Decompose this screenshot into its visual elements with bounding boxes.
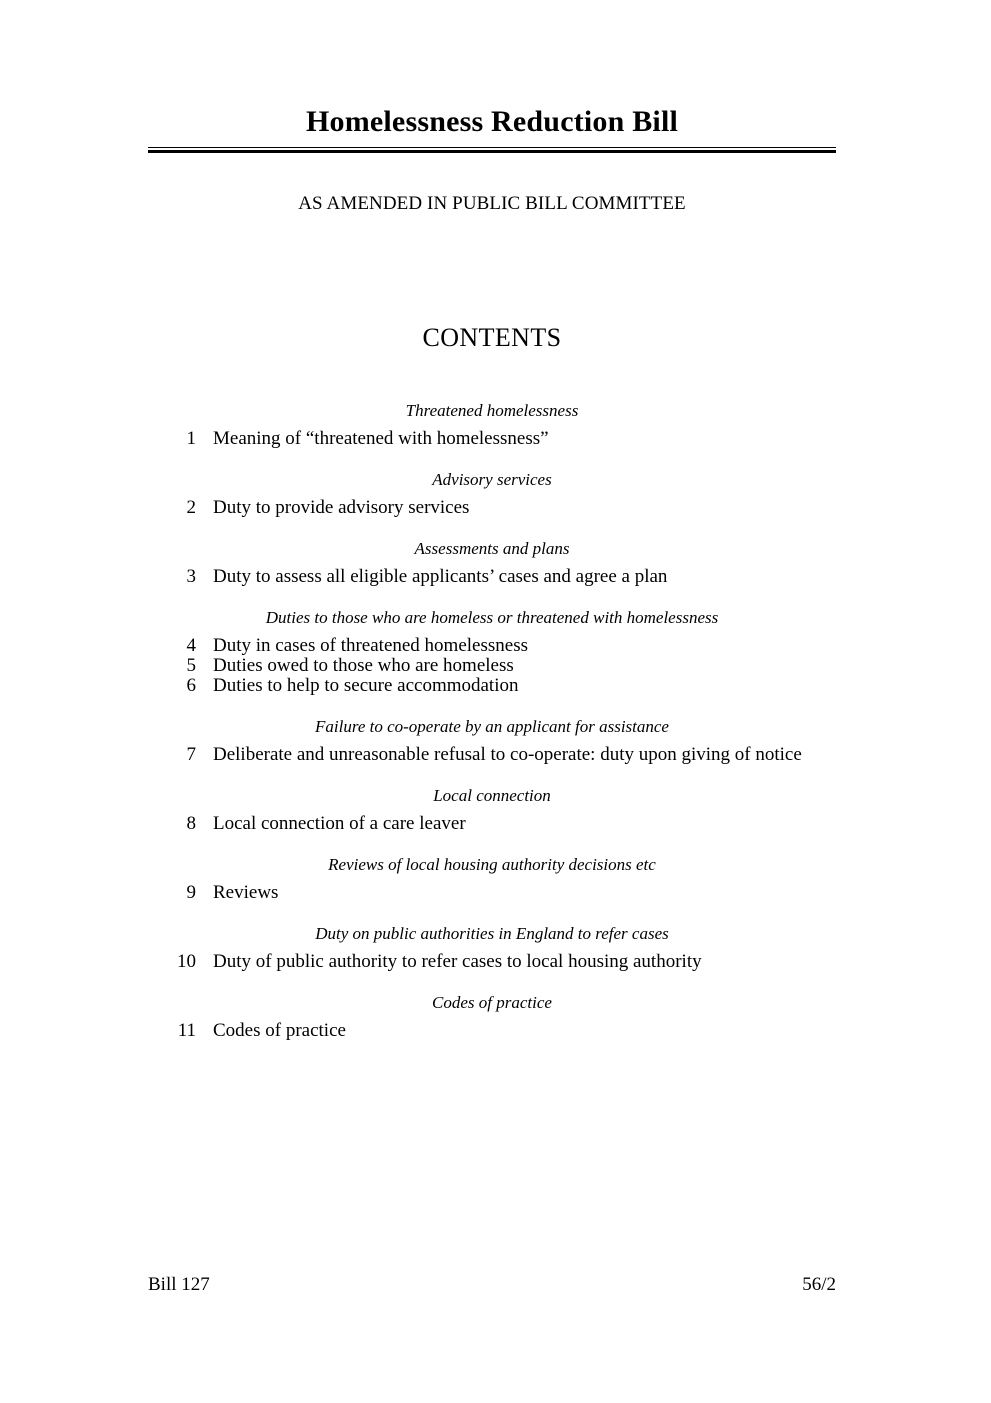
contents-heading: CONTENTS bbox=[422, 323, 562, 352]
toc-entry-number: 10 bbox=[177, 951, 196, 972]
toc-entry[interactable] bbox=[148, 567, 868, 587]
toc-entry[interactable] bbox=[148, 676, 868, 696]
toc-entry-title: Duty to assess all eligible applicants’ cases and agree a plan bbox=[213, 566, 668, 587]
page-title: Homelessness Reduction Bill bbox=[305, 105, 679, 138]
page-footer bbox=[148, 1273, 836, 1297]
toc-entry-number: 1 bbox=[186, 428, 196, 449]
toc-group-heading: Failure to co-operate by an applicant for assistance bbox=[315, 717, 669, 736]
toc-entry[interactable] bbox=[148, 429, 868, 449]
toc-group-heading: Local connection bbox=[433, 786, 551, 805]
toc-group-heading: Advisory services bbox=[432, 470, 552, 489]
toc-group-heading: Reviews of local housing authority decisions etc bbox=[328, 855, 656, 874]
footer-page-reference: 56/2 bbox=[802, 1274, 836, 1295]
title-block bbox=[148, 104, 836, 153]
title-rule-thick bbox=[148, 150, 836, 153]
toc-group bbox=[148, 716, 868, 765]
toc-group-heading: Codes of practice bbox=[432, 993, 552, 1012]
toc-entry-number: 7 bbox=[186, 744, 196, 765]
toc-entry-number: 6 bbox=[186, 675, 196, 696]
document-subtitle: AS AMENDED IN PUBLIC BILL COMMITTEE bbox=[298, 193, 686, 214]
toc-entry[interactable] bbox=[148, 636, 868, 656]
toc-entry[interactable] bbox=[148, 814, 868, 834]
toc-entry-title: Duty to provide advisory services bbox=[213, 497, 470, 518]
toc-entry-title: Duty in cases of threatened homelessness bbox=[213, 635, 528, 656]
toc-group bbox=[148, 607, 868, 696]
table-of-contents bbox=[148, 400, 868, 1041]
toc-entry-title: Reviews bbox=[213, 882, 279, 903]
toc-entry[interactable] bbox=[148, 498, 868, 518]
toc-entry-title: Duties owed to those who are homeless bbox=[213, 655, 514, 676]
toc-entry-title: Codes of practice bbox=[213, 1020, 346, 1041]
toc-entry-number: 2 bbox=[186, 497, 196, 518]
toc-entry-number: 9 bbox=[186, 882, 196, 903]
toc-entry-title: Duties to help to secure accommodation bbox=[213, 675, 519, 696]
footer-bill-number: Bill 127 bbox=[148, 1274, 210, 1295]
toc-group-heading: Assessments and plans bbox=[414, 539, 570, 558]
toc-group bbox=[148, 400, 868, 449]
toc-entry-title: Meaning of “threatened with homelessness” bbox=[213, 428, 549, 449]
toc-group bbox=[148, 923, 868, 972]
toc-entry-number: 8 bbox=[186, 813, 196, 834]
toc-entry-number: 3 bbox=[186, 566, 196, 587]
toc-entry-number: 4 bbox=[186, 635, 196, 656]
toc-entry[interactable] bbox=[148, 745, 868, 765]
toc-group-heading: Threatened homelessness bbox=[405, 401, 579, 420]
toc-entry-title: Local connection of a care leaver bbox=[213, 813, 466, 834]
toc-group-heading: Duties to those who are homeless or threatened with homelessness bbox=[265, 608, 719, 627]
toc-group bbox=[148, 469, 868, 518]
toc-entry[interactable] bbox=[148, 952, 868, 972]
toc-group bbox=[148, 538, 868, 587]
toc-entry-title: Duty of public authority to refer cases to local housing authority bbox=[213, 951, 702, 972]
toc-group-heading: Duty on public authorities in England to refer cases bbox=[315, 924, 669, 943]
toc-entry-title: Deliberate and unreasonable refusal to co-operate: duty upon giving of notice bbox=[213, 744, 802, 765]
toc-entry[interactable] bbox=[148, 656, 868, 676]
toc-group bbox=[148, 785, 868, 834]
toc-entry[interactable] bbox=[148, 1021, 868, 1041]
title-double-rule bbox=[148, 147, 836, 153]
toc-group bbox=[148, 992, 868, 1041]
toc-group bbox=[148, 854, 868, 903]
toc-entry-number: 11 bbox=[177, 1020, 196, 1041]
toc-entry-number: 5 bbox=[186, 655, 196, 676]
toc-entry[interactable] bbox=[148, 883, 868, 903]
